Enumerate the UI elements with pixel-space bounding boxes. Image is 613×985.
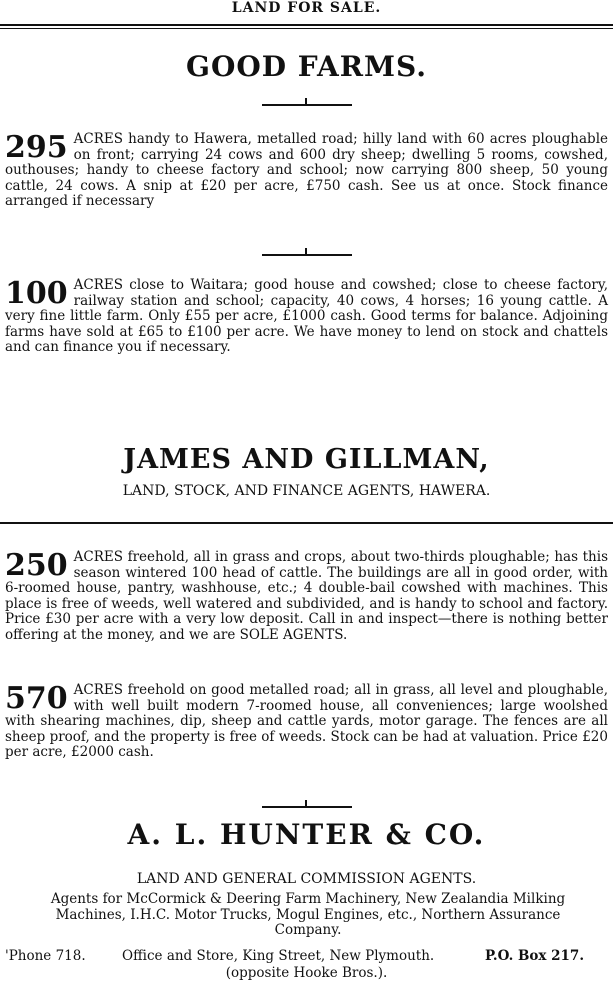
good-farms-title: GOOD FARMS.: [186, 50, 427, 83]
ad-number: 100: [5, 276, 68, 311]
separator: [262, 104, 352, 106]
ad-text: ACRES freehold, all in grass and crops, about two-thirds ploughable; has this season wintered 100 head of cattle. The buildings are all in good order, with 6-roomed house, pantry, washhouse, etc.; 4 double-bail cowshed with machines. This place is free of weeds, well watered and subdivided, and is handy to school and factory. Price £30 per acre with a very low deposit. Call in and inspect—there is nothing better offering at the money, and we are SOLE AGENTS.: [5, 549, 608, 643]
ad-100-acres: [5, 278, 608, 356]
ad-text: ACRES freehold on good metalled road; all in grass, all level and ploughable, with well built modern 7-roomed house, all conveniences; large woolshed with shearing machines, dip, sheep and cattle yards, motor garage. The fences are all sheep proof, and the property is free of weeds. Stock can be had at valuation. Price £20 per acre, £2000 cash.: [5, 682, 608, 760]
ad-295-acres: [5, 132, 608, 210]
separator: [262, 806, 352, 808]
agents-for-text: Agents for McCormick & Deering Farm Machinery, New Zealandia Milking Machines, I.H.C. Motor Trucks, Mogul Engines, etc., Northern Assurance Company.: [50, 891, 566, 938]
header-rule-thin: [0, 28, 613, 29]
ad-text: ACRES close to Waitara; good house and cowshed; close to cheese factory, railway station and school; capacity, 40 cows, 4 horses; 16 young cattle. A very fine little farm. Only £55 per acre, £1000 cash. Good terms for balance. Adjoining farms have sold at £65 to £100 per acre. We have money to lend on stock and chattels and can finance you if necessary.: [5, 277, 608, 355]
ad-250-acres: [5, 550, 608, 643]
section-header: LAND FOR SALE.: [231, 0, 382, 16]
separator: [262, 254, 352, 256]
agent-name-james-gillman: JAMES AND GILLMAN,: [123, 444, 490, 475]
po-box: P.O. Box 217.: [485, 948, 585, 964]
ad-number: 250: [5, 548, 68, 583]
ad-570-acres: [5, 683, 608, 761]
phone-number: 'Phone 718.: [5, 948, 86, 964]
office-address: Office and Store, King Street, New Plymouth.: [122, 948, 435, 964]
section-rule: [0, 522, 613, 524]
ad-number: 570: [5, 681, 68, 716]
agent-name-hunter: A. L. HUNTER & CO.: [127, 818, 486, 851]
agent-desc-hunter: LAND AND GENERAL COMMISSION AGENTS.: [136, 871, 477, 887]
ad-text: ACRES handy to Hawera, metalled road; hilly land with 60 acres ploughable on front; carrying 24 cows and 600 dry sheep; dwelling 5 rooms, cowshed, outhouses; handy to cheese factory and school; now carrying 800 sheep, 50 young cattle, 24 cows. A snip at £20 per acre, £750 cash. See us at once. Stock finance arranged if necessary: [5, 131, 608, 209]
header-rule: [0, 24, 613, 26]
opposite-note: (opposite Hooke Bros.).: [225, 965, 388, 981]
ad-number: 295: [5, 130, 68, 165]
agent-desc-james-gillman: LAND, STOCK, AND FINANCE AGENTS, HAWERA.: [122, 483, 491, 499]
